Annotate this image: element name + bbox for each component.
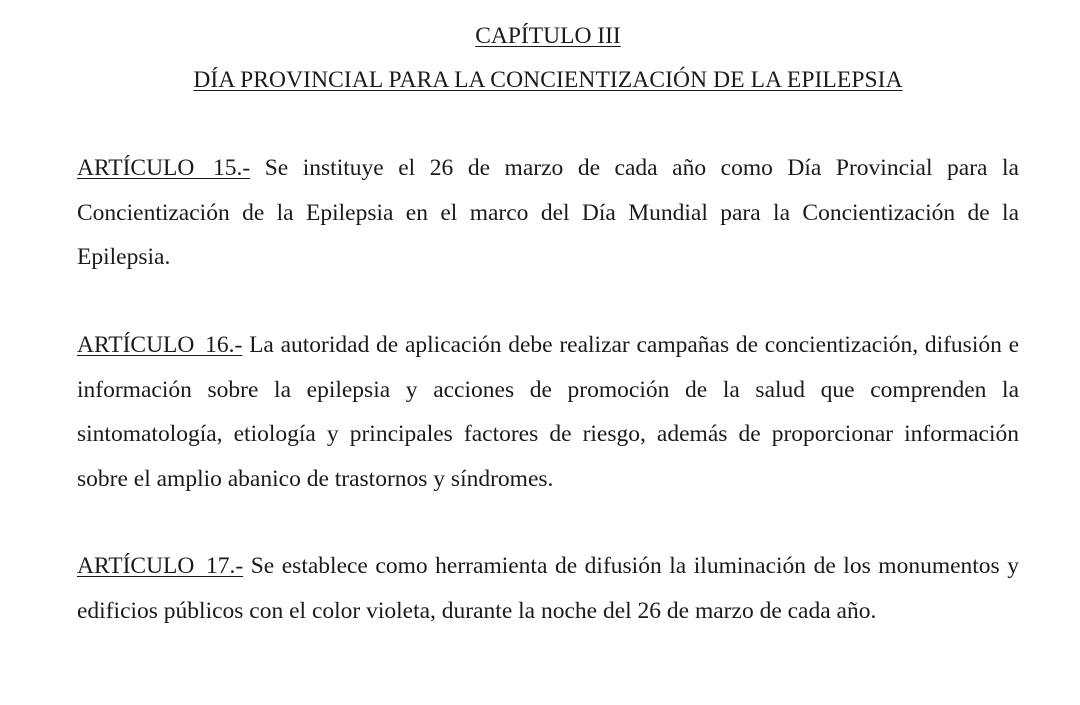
article-16 bbox=[77, 323, 1019, 501]
article-15-label: ARTÍCULO 15.- bbox=[77, 155, 251, 181]
article-16-label: ARTÍCULO 16.- bbox=[77, 332, 243, 358]
article-17 bbox=[77, 544, 1019, 633]
chapter-title: DÍA PROVINCIAL PARA LA CONCIENTIZACIÓN DE LA EPILEPSIA bbox=[193, 67, 903, 93]
article-17-label: ARTÍCULO 17.- bbox=[77, 553, 244, 579]
article-15-text: Se instituye el 26 de marzo de cada año como Día Provincial para la Concientización de la Epilepsia en el marco del Día Mundial para la Concientización de la Epilepsia. bbox=[77, 155, 1019, 270]
article-16-text: La autoridad de aplicación debe realizar campañas de concientización, difusión e información sobre la epilepsia y acciones de promoción de la salud que comprenden la sintomatología, etiología y principales factores de riesgo, además de proporcionar información sobre el amplio abanico de trastornos y síndromes. bbox=[77, 332, 1020, 492]
chapter-number: CAPÍTULO III bbox=[475, 23, 621, 49]
article-15 bbox=[77, 146, 1019, 280]
article-17-text: Se establece como herramienta de difusión la iluminación de los monumentos y edificios públicos con el color violeta, durante la noche del 26 de marzo de cada año. bbox=[77, 553, 1020, 624]
